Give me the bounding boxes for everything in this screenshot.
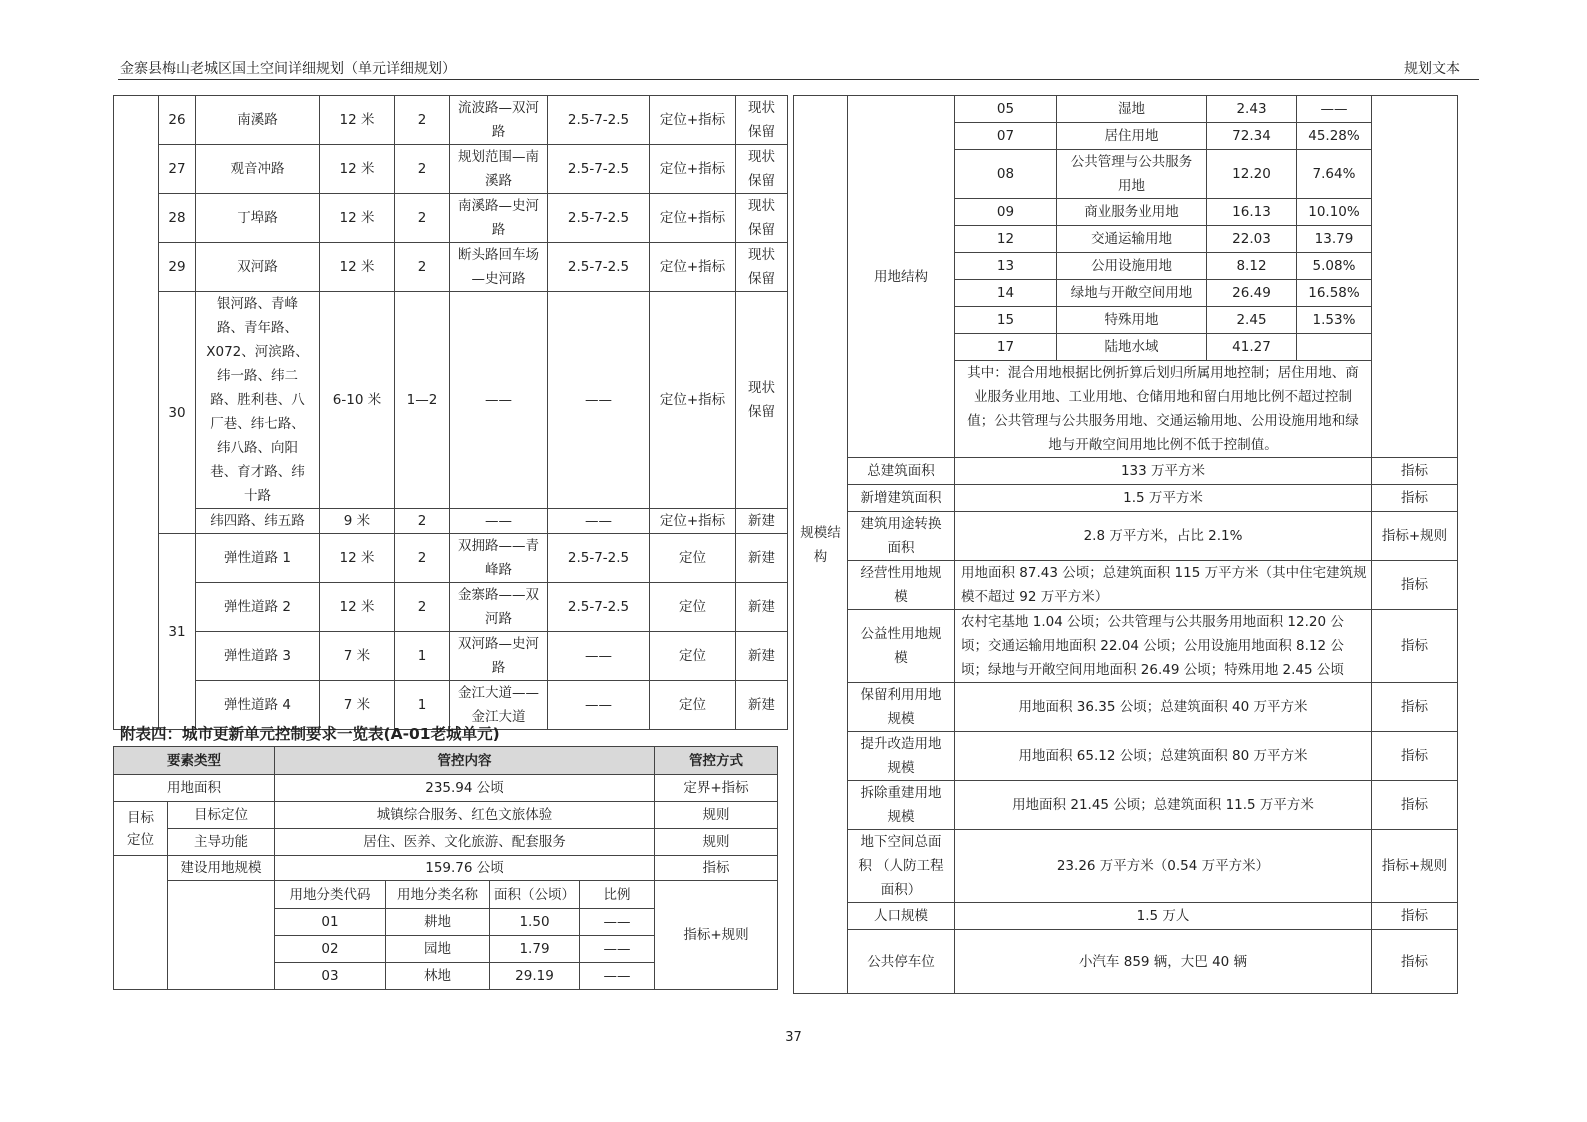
landuse-ratio: 1.53%: [1297, 307, 1372, 334]
landuse-area: 26.49: [1207, 280, 1297, 307]
road-status: 新建: [736, 632, 788, 681]
landuse-code: 14: [955, 280, 1057, 307]
road-control: 定位: [650, 583, 736, 632]
item-mode: 指标: [1372, 732, 1458, 781]
item-value: 小汽车 859 辆，大巴 40 辆: [955, 930, 1372, 994]
landuse-name: 交通运输用地: [1057, 226, 1207, 253]
sub-head-area: 面积（公顷）: [490, 881, 580, 909]
table-row: [794, 561, 1458, 610]
road-range: ——: [450, 509, 548, 534]
sub-area: 1.79: [490, 936, 580, 963]
table-row: [794, 930, 1458, 994]
road-status: 现状保留: [736, 292, 788, 509]
landuse-code: 15: [955, 307, 1057, 334]
landuse-ratio: ——: [1297, 96, 1372, 123]
landuse-name: 公共管理与公共服务用地: [1057, 150, 1207, 199]
area-mode: 定界+指标: [655, 775, 778, 802]
road-section: 2.5-7-2.5: [548, 194, 650, 243]
road-control: 定位: [650, 534, 736, 583]
road-name: 弹性道路 2: [196, 583, 320, 632]
goal-position-value: 城镇综合服务、红色文旅体验: [275, 802, 655, 829]
build-land-mode: 指标: [655, 856, 778, 881]
landuse-name: 特殊用地: [1057, 307, 1207, 334]
road-name: 弹性道路 4: [196, 681, 320, 730]
road-range: 规划范围—南溪路: [450, 145, 548, 194]
landuse-code: 08: [955, 150, 1057, 199]
road-section: 2.5-7-2.5: [548, 583, 650, 632]
item-value: 用地面积 87.43 公顷；总建筑面积 115 万平方米（其中住宅建筑规模不超过 92 万平方米）: [955, 561, 1372, 610]
landuse-note: 其中：混合用地根据比例折算后划归所属用地控制；居住用地、商业服务业用地、工业用地、仓储用地和留白用地比例不超过控制值；公共管理与公共服务用地、交通运输用地、公用设施用地和绿地与开敞空间用地比例不低于控制值。: [955, 361, 1372, 458]
landuse-code: 13: [955, 253, 1057, 280]
landuse-area: 8.12: [1207, 253, 1297, 280]
road-status: 新建: [736, 583, 788, 632]
road-status: 新建: [736, 534, 788, 583]
road-no: 30: [159, 292, 196, 534]
road-section: 2.5-7-2.5: [548, 243, 650, 292]
landuse-name: 绿地与开敞空间用地: [1057, 280, 1207, 307]
sub-code: 01: [275, 909, 386, 936]
road-width: 9 米: [320, 509, 395, 534]
road-section: 2.5-7-2.5: [548, 145, 650, 194]
item-label: 拆除重建用地规模: [848, 781, 955, 830]
scale-structure-table: [793, 95, 1458, 994]
road-name: 南溪路: [196, 96, 320, 145]
build-land-value: 159.76 公顷: [275, 856, 655, 881]
item-value: 133 万平方米: [955, 458, 1372, 485]
road-range: 金江大道——金江大道: [450, 681, 548, 730]
landuse-ratio: 16.58%: [1297, 280, 1372, 307]
item-label: 提升改造用地规模: [848, 732, 955, 781]
road-lanes: 1: [395, 681, 450, 730]
landuse-area: 2.43: [1207, 96, 1297, 123]
road-lanes: 1: [395, 632, 450, 681]
road-range: 断头路回车场—史河路: [450, 243, 548, 292]
landuse-mode-blank: [1372, 96, 1458, 458]
road-no: 29: [159, 243, 196, 292]
landuse-area: 72.34: [1207, 123, 1297, 150]
table-row: [794, 830, 1458, 903]
road-name: 丁埠路: [196, 194, 320, 243]
item-label: 经营性用地规模: [848, 561, 955, 610]
table-row: [794, 781, 1458, 830]
landuse-name: 居住用地: [1057, 123, 1207, 150]
item-mode: 指标: [1372, 683, 1458, 732]
head-element-type: 要素类型: [114, 747, 275, 775]
road-control: 定位+指标: [650, 292, 736, 509]
road-lanes: 2: [395, 509, 450, 534]
landuse-code: 12: [955, 226, 1057, 253]
road-no: 31: [159, 534, 196, 730]
landuse-area: 22.03: [1207, 226, 1297, 253]
road-status: 现状保留: [736, 243, 788, 292]
road-no: 28: [159, 194, 196, 243]
goal-position-mode: 规则: [655, 802, 778, 829]
landuse-structure-label: 用地结构: [848, 96, 955, 458]
sub-code: 02: [275, 936, 386, 963]
road-width: 12 米: [320, 534, 395, 583]
road-control: 定位+指标: [650, 96, 736, 145]
road-name: 观音冲路: [196, 145, 320, 194]
road-range: 流波路—双河路: [450, 96, 548, 145]
doc-header-section: 规划文本: [1404, 61, 1460, 77]
head-control-mode: 管控方式: [655, 747, 778, 775]
item-label: 公益性用地规模: [848, 610, 955, 683]
road-section: ——: [548, 681, 650, 730]
page-number: 37: [785, 1030, 802, 1045]
item-value: 用地面积 21.45 公顷；总建筑面积 11.5 万平方米: [955, 781, 1372, 830]
item-value: 2.8 万平方米，占比 2.1%: [955, 512, 1372, 561]
road-width: 7 米: [320, 632, 395, 681]
road-range: 金寨路——双河路: [450, 583, 548, 632]
area-value: 235.94 公顷: [275, 775, 655, 802]
main-function-value: 居住、医养、文化旅游、配套服务: [275, 829, 655, 856]
road-range: 双拥路——青峰路: [450, 534, 548, 583]
goal-position-label: 目标定位: [168, 802, 275, 829]
item-mode: 指标: [1372, 610, 1458, 683]
road-control: 定位: [650, 632, 736, 681]
sub-name: 园地: [386, 936, 490, 963]
item-label: 建筑用途转换面积: [848, 512, 955, 561]
sub-ratio: ——: [580, 963, 655, 990]
sub-code: 03: [275, 963, 386, 990]
scale-group-cell: [114, 856, 168, 990]
item-label: 总建筑面积: [848, 458, 955, 485]
road-no: 26: [159, 96, 196, 145]
item-value: 1.5 万人: [955, 903, 1372, 930]
road-range: 双河路—史河路: [450, 632, 548, 681]
landuse-ratio: [1297, 334, 1372, 361]
item-mode: 指标: [1372, 485, 1458, 512]
landuse-name: 湿地: [1057, 96, 1207, 123]
group-blank: [114, 96, 159, 730]
road-section: 2.5-7-2.5: [548, 96, 650, 145]
road-width: 7 米: [320, 681, 395, 730]
item-label: 新增建筑面积: [848, 485, 955, 512]
item-mode: 指标: [1372, 903, 1458, 930]
road-lanes: 2: [395, 145, 450, 194]
road-status: 新建: [736, 509, 788, 534]
table-row: [794, 683, 1458, 732]
landuse-code: 17: [955, 334, 1057, 361]
landuse-ratio: 13.79: [1297, 226, 1372, 253]
road-section: ——: [548, 292, 650, 509]
landuse-name: 公用设施用地: [1057, 253, 1207, 280]
item-label: 保留利用用地规模: [848, 683, 955, 732]
road-control: 定位+指标: [650, 509, 736, 534]
main-function-mode: 规则: [655, 829, 778, 856]
table-row: [794, 485, 1458, 512]
landuse-area: 2.45: [1207, 307, 1297, 334]
sub-ratio: ——: [580, 909, 655, 936]
road-width: 12 米: [320, 243, 395, 292]
landuse-code: 09: [955, 199, 1057, 226]
table-row: [114, 145, 788, 194]
table-row: [114, 509, 788, 534]
table-row: [794, 96, 1458, 123]
landuse-ratio: 5.08%: [1297, 253, 1372, 280]
scale-structure-label: 规模结构: [794, 96, 848, 994]
table-row: [114, 96, 788, 145]
sub-name: 林地: [386, 963, 490, 990]
table-row: [114, 243, 788, 292]
item-value: 23.26 万平方米（0.54 万平方米）: [955, 830, 1372, 903]
landuse-area: 41.27: [1207, 334, 1297, 361]
landuse-name: 陆地水域: [1057, 334, 1207, 361]
table4-caption: 附表四：城市更新单元控制要求一览表(A-01老城单元): [120, 725, 500, 743]
table-row: [794, 512, 1458, 561]
table-row: [114, 583, 788, 632]
item-value: 1.5 万平方米: [955, 485, 1372, 512]
item-mode: 指标+规则: [1372, 830, 1458, 903]
item-value: 用地面积 65.12 公顷；总建筑面积 80 万平方米: [955, 732, 1372, 781]
sub-name: 耕地: [386, 909, 490, 936]
road-lanes: 2: [395, 534, 450, 583]
item-mode: 指标+规则: [1372, 512, 1458, 561]
road-control: 定位+指标: [650, 145, 736, 194]
landuse-name: 商业服务业用地: [1057, 199, 1207, 226]
landuse-ratio: 45.28%: [1297, 123, 1372, 150]
area-label: 用地面积: [114, 775, 275, 802]
landuse-sub-blank: [168, 881, 275, 990]
landuse-code: 07: [955, 123, 1057, 150]
road-width: 6-10 米: [320, 292, 395, 509]
landuse-area: 16.13: [1207, 199, 1297, 226]
road-range: 南溪路—史河路: [450, 194, 548, 243]
road-table: [113, 95, 788, 730]
head-control-content: 管控内容: [275, 747, 655, 775]
road-section: 2.5-7-2.5: [548, 534, 650, 583]
road-lanes: 2: [395, 243, 450, 292]
item-label: 人口规模: [848, 903, 955, 930]
landuse-code: 05: [955, 96, 1057, 123]
road-name: 银河路、青峰路、青年路、X072、河滨路、纬一路、纬二路、胜利巷、八厂巷、纬七路、纬八路、向阳巷、育才路、纬十路: [196, 292, 320, 509]
landuse-sub-mode: 指标+规则: [655, 881, 778, 990]
road-status: 新建: [736, 681, 788, 730]
item-mode: 指标: [1372, 561, 1458, 610]
table-row: [114, 534, 788, 583]
table-row: [794, 610, 1458, 683]
item-value: 农村宅基地 1.04 公顷；公共管理与公共服务用地面积 12.20 公顷；交通运输用地面积 22.04 公顷；公用设施用地面积 8.12 公顷；绿地与开敞空间用地面积 26.49 公顷；特殊用地 2.45 公顷: [955, 610, 1372, 683]
table-row: [114, 632, 788, 681]
sub-area: 29.19: [490, 963, 580, 990]
sub-head-ratio: 比例: [580, 881, 655, 909]
road-range: ——: [450, 292, 548, 509]
table-row: [794, 903, 1458, 930]
landuse-area: 12.20: [1207, 150, 1297, 199]
table-row: [794, 732, 1458, 781]
road-name: 弹性道路 3: [196, 632, 320, 681]
road-control: 定位: [650, 681, 736, 730]
item-mode: 指标: [1372, 458, 1458, 485]
road-lanes: 1—2: [395, 292, 450, 509]
sub-ratio: ——: [580, 936, 655, 963]
table-row: [114, 292, 788, 509]
sub-head-name: 用地分类名称: [386, 881, 490, 909]
sub-area: 1.50: [490, 909, 580, 936]
road-lanes: 2: [395, 96, 450, 145]
table-row: [794, 458, 1458, 485]
renewal-control-table: [113, 746, 778, 990]
main-function-label: 主导功能: [168, 829, 275, 856]
item-value: 用地面积 36.35 公顷；总建筑面积 40 万平方米: [955, 683, 1372, 732]
road-status: 现状保留: [736, 145, 788, 194]
item-label: 地下空间总面积 （人防工程面积）: [848, 830, 955, 903]
road-width: 12 米: [320, 583, 395, 632]
sub-head-code: 用地分类代码: [275, 881, 386, 909]
road-name: 纬四路、纬五路: [196, 509, 320, 534]
road-status: 现状保留: [736, 194, 788, 243]
landuse-ratio: 10.10%: [1297, 199, 1372, 226]
road-name: 弹性道路 1: [196, 534, 320, 583]
item-label: 公共停车位: [848, 930, 955, 994]
road-lanes: 2: [395, 194, 450, 243]
road-width: 12 米: [320, 194, 395, 243]
road-status: 现状保留: [736, 96, 788, 145]
item-mode: 指标: [1372, 930, 1458, 994]
road-width: 12 米: [320, 96, 395, 145]
item-mode: 指标: [1372, 781, 1458, 830]
road-control: 定位+指标: [650, 243, 736, 292]
build-land-label: 建设用地规模: [168, 856, 275, 881]
road-section: ——: [548, 632, 650, 681]
road-section: ——: [548, 509, 650, 534]
table-row: [114, 194, 788, 243]
header-divider: [118, 79, 1479, 80]
landuse-ratio: 7.64%: [1297, 150, 1372, 199]
road-name: 双河路: [196, 243, 320, 292]
goal-group-label: 目标定位: [114, 802, 168, 856]
road-control: 定位+指标: [650, 194, 736, 243]
doc-header-title: 金寨县梅山老城区国土空间详细规划（单元详细规划）: [120, 61, 456, 77]
road-width: 12 米: [320, 145, 395, 194]
road-lanes: 2: [395, 583, 450, 632]
road-no: 27: [159, 145, 196, 194]
